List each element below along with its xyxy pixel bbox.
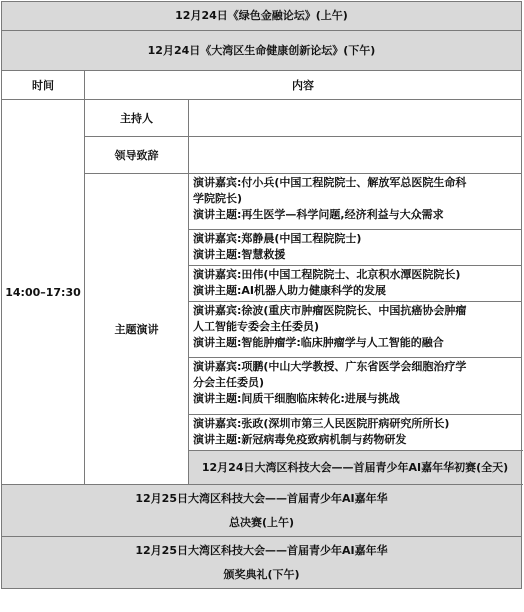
talk-topic: 演讲主题:智慧救援	[193, 248, 286, 261]
band-row	[2, 31, 522, 71]
header-time: 时间	[2, 71, 85, 100]
talk-topic: 演讲主题:再生医学—科学问题,经济利益与大众需求	[193, 208, 444, 221]
talk-speaker: 演讲嘉宾:田伟(中国工程院院士、北京积水潭医院院长)	[193, 268, 461, 281]
band-line: 12月25日大湾区科技大会——首届青少年AI嘉年华	[135, 543, 388, 557]
host-row	[2, 100, 522, 137]
band-day2-afternoon	[2, 537, 522, 589]
header-content: 内容	[85, 71, 522, 100]
talk-cell	[189, 174, 522, 230]
band-day2-morning	[2, 485, 522, 537]
talk-speaker: 人工智能专委会主任委员)	[193, 320, 320, 333]
schedule-table	[1, 1, 522, 589]
time-slot: 14:00–17:30	[2, 100, 85, 485]
talk-topic: 演讲主题:新冠病毒免疫致病机制与药物研发	[193, 433, 407, 446]
opening-label: 领导致辞	[85, 137, 189, 174]
talk-topic: 演讲主题:AI机器人助力健康科学的发展	[193, 284, 387, 297]
talk-speaker: 演讲嘉宾:项鹏(中山大学教授、广东省医学会细胞治疗学	[193, 360, 467, 373]
band-line: 12月25日大湾区科技大会——首届青少年AI嘉年华	[135, 491, 388, 505]
band-line: 颁奖典礼(下午)	[223, 567, 300, 581]
talk-speaker: 演讲嘉宾:张政(深圳市第三人民医院肝病研究所所长)	[193, 417, 450, 430]
talk-speaker: 分会主任委员)	[193, 376, 265, 389]
band-row	[2, 485, 522, 537]
header-row	[2, 71, 522, 100]
band-day1-fullday: 12月24日大湾区科技大会——首届青少年AI嘉年华初赛(全天)	[189, 451, 522, 485]
talk-topic: 演讲主题:间质干细胞临床转化:进展与挑战	[193, 392, 400, 405]
talk-cell	[189, 266, 522, 302]
keynote-label: 主题演讲	[85, 174, 189, 485]
band-day1-morning: 12月24日《绿色金融论坛》(上午)	[2, 2, 522, 31]
schedule-document	[1, 1, 523, 589]
opening-value	[189, 137, 522, 174]
talk-speaker: 演讲嘉宾:徐波(重庆市肿瘤医院院长、中国抗癌协会肿瘤	[193, 304, 467, 317]
talk-cell	[189, 230, 522, 266]
talk-topic: 演讲主题:智能肿瘤学:临床肿瘤学与人工智能的融合	[193, 336, 444, 349]
band-line: 总决赛(上午)	[228, 515, 295, 529]
host-label: 主持人	[85, 100, 189, 137]
talk-cell	[189, 302, 522, 358]
talk-speaker: 演讲嘉宾:郑静晨(中国工程院院士)	[193, 232, 362, 245]
band-row	[2, 2, 522, 31]
host-value	[189, 100, 522, 137]
band-day1-afternoon: 12月24日《大湾区生命健康创新论坛》(下午)	[2, 31, 522, 71]
band-row	[2, 537, 522, 589]
talk-cell	[189, 415, 522, 451]
talk-speaker: 学院院长)	[193, 192, 243, 205]
talk-cell	[189, 358, 522, 415]
talk-speaker: 演讲嘉宾:付小兵(中国工程院院士、解放军总医院生命科	[193, 176, 467, 189]
